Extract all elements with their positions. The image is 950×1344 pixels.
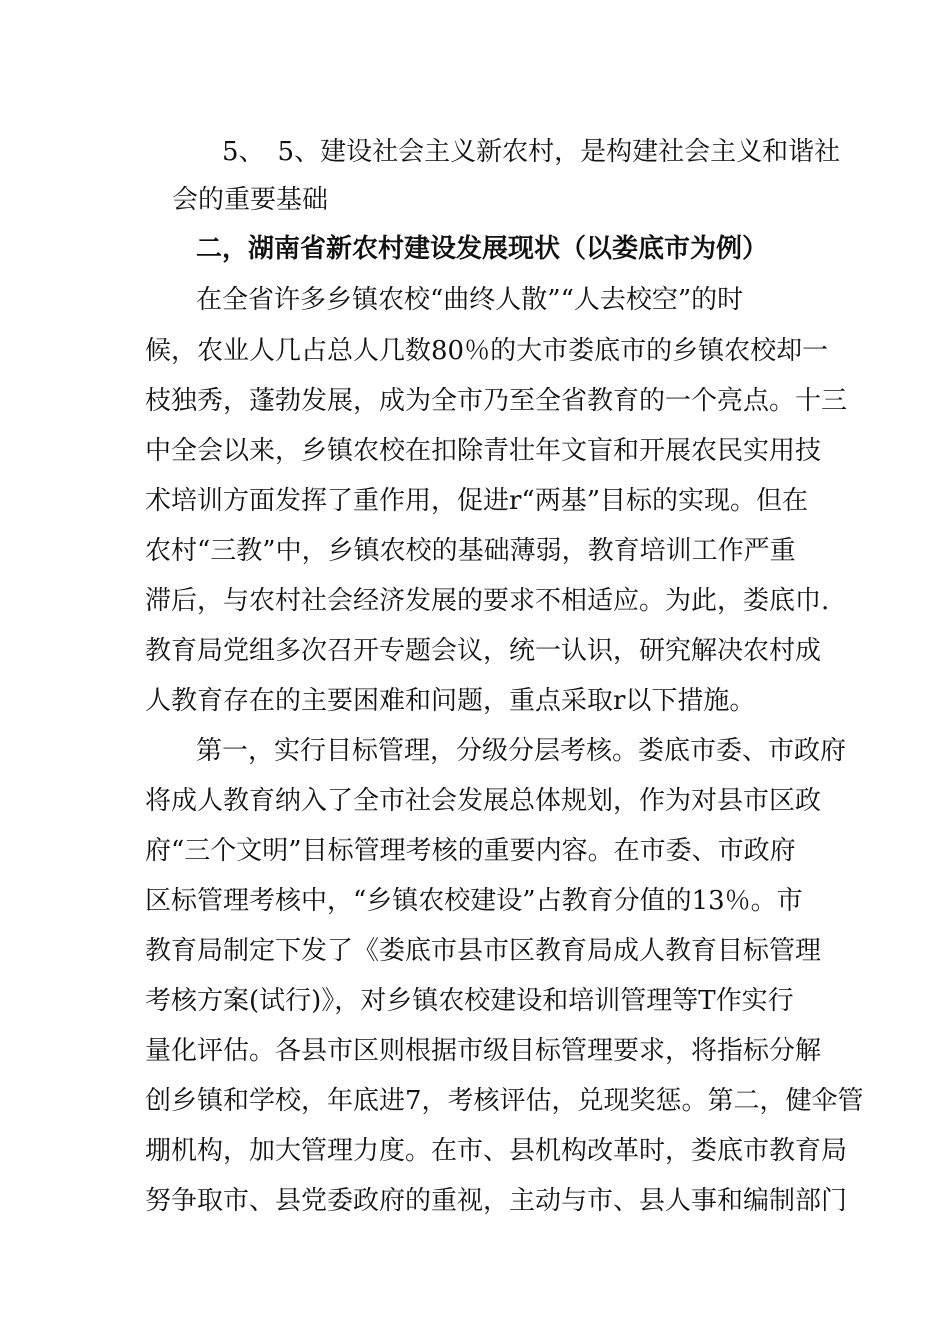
text-line: 教育局制定下发了《娄底市县市区教育局成人教育目标管理 [145,936,822,966]
text-line: 在全省许多乡镇农校“曲终人散”“人去校空”的时 [196,285,744,315]
text-line: 堋机构，加大管理力度。在市、县机构改革时，娄底市教育局 [145,1136,848,1166]
text-line: 考核方案(试行)》，对乡镇农校建设和培训管理等T作实行 [145,986,794,1016]
text-line: 中全会以来，乡镇农校在扣除青壮年文盲和开展农民实用技 [145,436,822,466]
text-line: 量化评估。各县市区则根据市级目标管理要求，将指标分解 [145,1036,822,1066]
text-line: 人教育存在的主要困难和问题，重点采取r以下措施。 [145,686,756,716]
text-line: 区标管理考核中，“乡镇农校建设”占教育分值的13％。市 [145,886,803,916]
text-line: 5、 5、建设社会主义新农村，是构建社会主义和谐社 [222,137,841,167]
text-line: 滞后，与农村社会经济发展的要求不相适应。为此，娄底巾. [145,586,830,616]
text-line: 候，农业人几占总人几数80％的大市娄底市的乡镇农校却一 [145,336,829,366]
section-heading: 二，湖南省新农村建设发展现状（以娄底市为例） [196,234,769,264]
text-line: 教育局党组多次召开专题会议，统一认识，研究解决农村成 [145,636,822,666]
text-line: 农村“三教”中，乡镇农校的基础薄弱，教育培训工作严重 [145,536,796,566]
text-line: 努争取市、县党委政府的重视，主动与市、县人事和编制部门 [145,1186,848,1216]
text-line: 会的重要基础 [172,185,329,215]
text-line: 第一，实行目标管理，分级分层考核。娄底市委、市政府 [196,736,847,766]
text-line: 府“三个文明”目标管理考核的重要内容。在市委、市政府 [145,836,796,866]
text-line: 术培训方面发挥了重作用，促进r“两基”目标的实现。但在 [145,486,809,516]
text-line: 将成人教育纳入了全市社会发展总体规划，作为对县市区政 [145,786,822,816]
text-line: 枝独秀，蓬勃发展，成为全市乃至全省教育的一个亮点。十三 [145,386,848,416]
text-line: 创乡镇和学校，年底进7，考核评估，兑现奖惩。第二，健伞管 [145,1086,864,1116]
